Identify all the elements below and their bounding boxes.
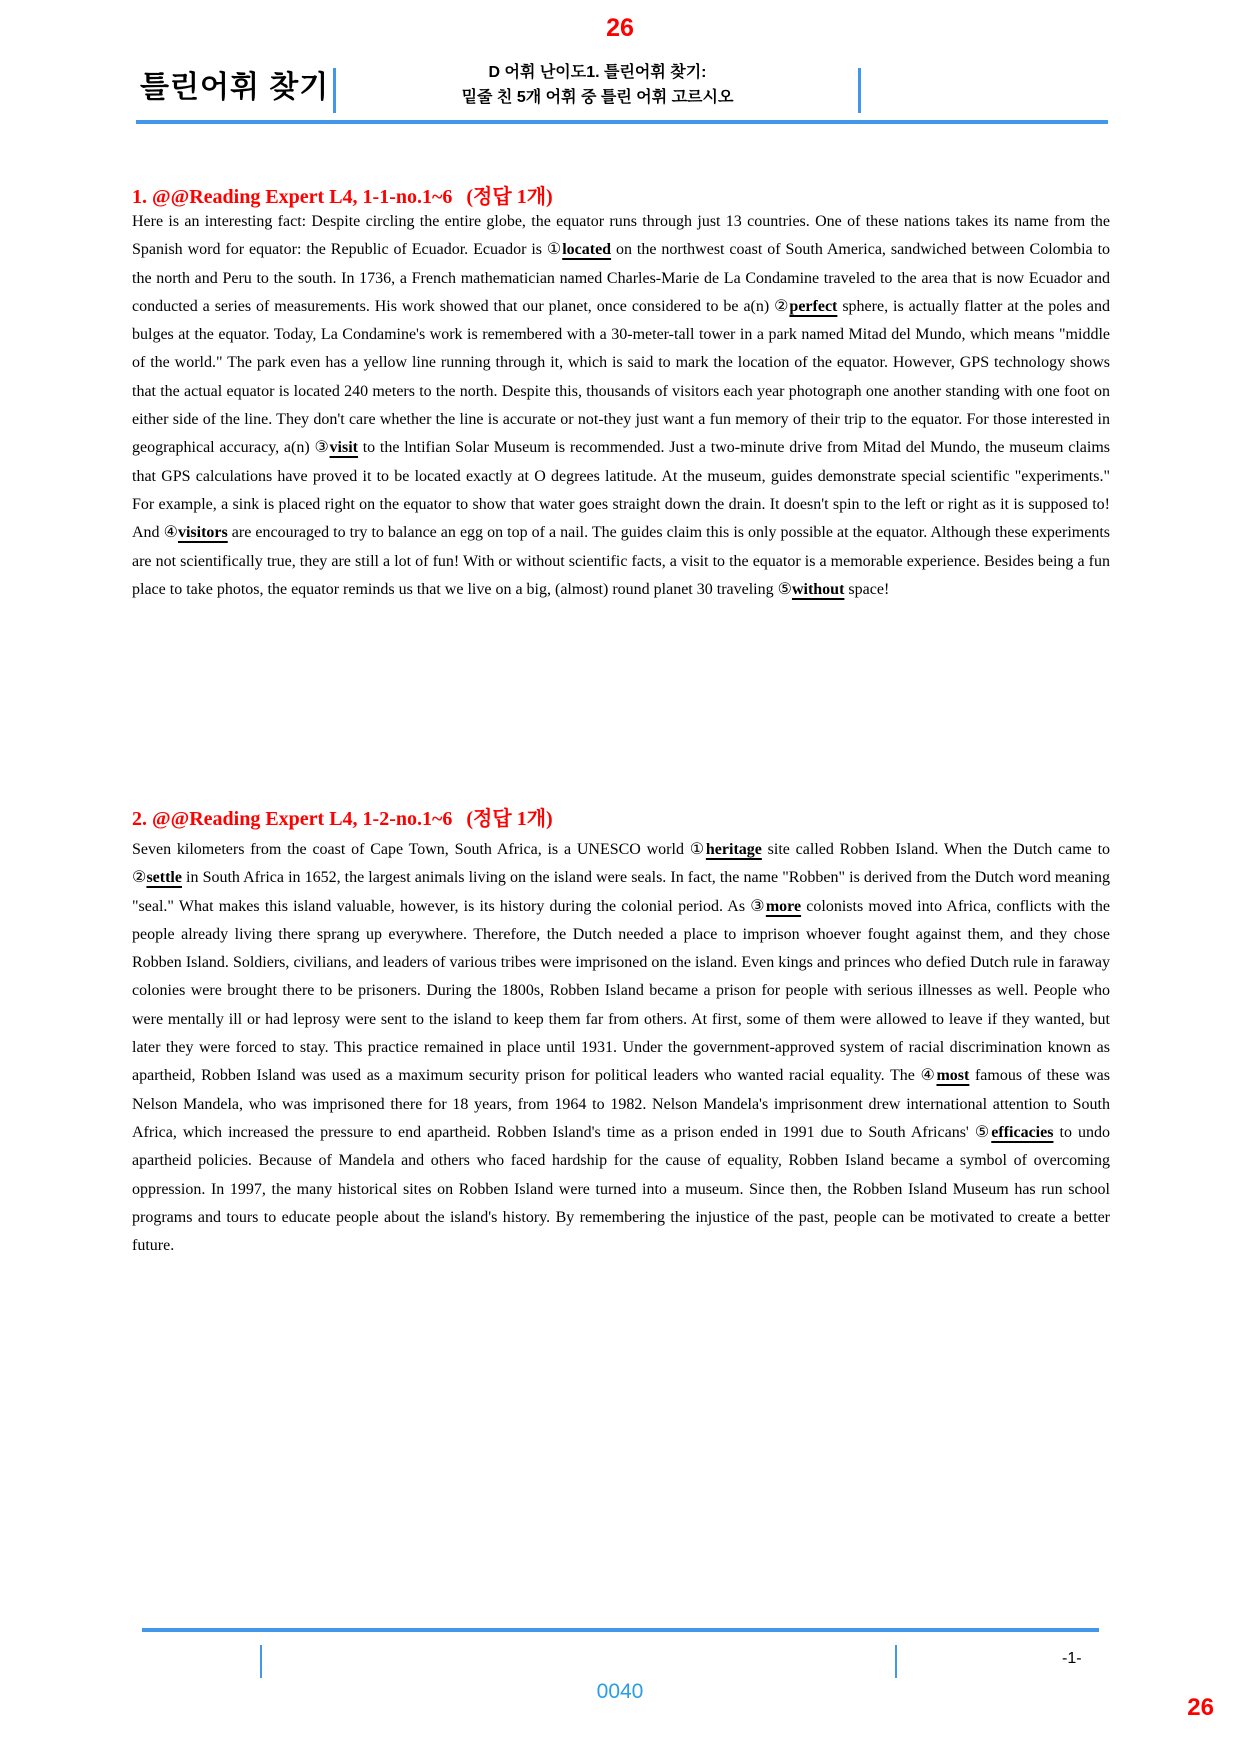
section-1-title-text: 1. @@Reading Expert L4, 1-1-no.1~6 bbox=[132, 186, 453, 208]
passage-text: famous of these was Nelson Mandela, who was imprisoned there for 18 years, from 1964 to 1982. Nelson Mandela's imprisonment drew international attention to South Africa, which increased the pressure to end apartheid. Robben Island's time as a prison ended in 1991 due to South Africans' bbox=[132, 1067, 1111, 1141]
passage-1 bbox=[132, 208, 1110, 604]
underlined-vocab-word: settle bbox=[146, 869, 182, 887]
passage-text: are encouraged to try to balance an egg on top of a nail. The guides claim this is only possible at the equator. Although these experiments are not scientifically true, they are still a lot of fun! With or without scientific facts, a visit to the equator is a memorable experience. Besides being a fun place to take photos, the equator reminds us that we live on a big, (almost) round planet 30 traveling bbox=[132, 524, 1111, 598]
choice-number: ③ bbox=[750, 897, 766, 915]
passage-text: Here is an interesting fact: Despite circling the entire globe, the equator runs through just 13 countries. One of these nations takes its name from the Spanish word for equator: the Republic of Ecuador. Ecuador is bbox=[132, 213, 1110, 259]
header-divider-left bbox=[333, 68, 336, 113]
choice-number: ④ bbox=[163, 524, 178, 542]
footer-tick-left bbox=[260, 1645, 262, 1678]
header-instructions bbox=[340, 60, 855, 110]
section-2-title bbox=[132, 802, 553, 831]
choice-number: ⑤ bbox=[777, 580, 792, 598]
passage-text: to undo apartheid policies. Because of Mandela and others who faced hardship for the cause of equality, Robben Island became a symbol of overcoming oppression. In 1997, the many historical sites on Robben Island were turned into a museum. Since then, the Robben Island Museum has run school programs and tours to educate people about the island's history. By remembering the injustice of the past, people can be motivated to create a better future. bbox=[132, 1123, 1111, 1255]
header-rule bbox=[136, 120, 1108, 124]
page-number-label: -1- bbox=[1062, 1650, 1082, 1667]
worksheet-type-title: 틀린어휘 찾기 bbox=[140, 71, 330, 104]
header-divider-right bbox=[858, 68, 861, 113]
bottom-page-number: 26 bbox=[1187, 1694, 1214, 1721]
footer-rule bbox=[142, 1628, 1099, 1632]
top-page-number: 26 bbox=[606, 14, 634, 42]
instruction-line-1: D 어휘 난이도1. 틀린어휘 찾기: bbox=[488, 64, 707, 81]
passage-text: Seven kilometers from the coast of Cape Town, South Africa, is a UNESCO world bbox=[132, 841, 690, 858]
instruction-line-2: 밑줄 친 5개 어휘 중 틀린 어휘 고르시오 bbox=[461, 89, 734, 106]
passage-text: space! bbox=[844, 580, 890, 598]
passage-text: to the lntifian Solar Museum is recommended. Just a two-minute drive from Mitad del Mundo, the museum claims that GPS calculations have proved it to be located exactly at O degrees latitude. At the museum, guides demonstrate special scientific "experiments." For example, a sink is placed right on the equator to show that water goes straight down the drain. It doesn't spin to the left or right as it is supposed to! And bbox=[132, 439, 1110, 542]
choice-number: ③ bbox=[314, 439, 330, 457]
footer-code: 0040 bbox=[596, 1680, 644, 1703]
section-1-title bbox=[132, 180, 553, 209]
underlined-vocab-word: visit bbox=[329, 439, 358, 457]
passage-text: in South Africa in 1652, the largest animals living on the island were seals. In fact, the name "Robben" is derived from the Dutch word meaning "seal." What makes this island valuable, however, is its history during the colonial period. As bbox=[132, 869, 1111, 915]
section-1-answer-note: (정답 1개) bbox=[466, 186, 553, 208]
choice-number: ④ bbox=[920, 1067, 937, 1085]
passage-text: colonists moved into Africa, conflicts with the people already living there sprang up everywhere. Therefore, the Dutch needed a place to imprison whoever fought against them, and they chose Robben Island. Soldiers, civilians, and leaders of various tribes were imprisoned on the island. Even kings and princes who defied Dutch rule in faraway colonies were brought there to be prisoners. During the 1800s, Robben Island became a prison for people with serious illnesses as well. People who were mentally ill or had leprosy were sent to the island to keep them far from others. At first, some of them were allowed to leave if they wanted, but later they were forced to stay. This practice remained in place until 1931. Under the government-approved system of racial discrimination known as apartheid, Robben Island was used as a maximum security prison for political leaders who wanted racial equality. The bbox=[132, 897, 1111, 1085]
underlined-vocab-word: more bbox=[765, 897, 802, 915]
choice-number: ② bbox=[132, 869, 147, 887]
underlined-vocab-word: without bbox=[791, 580, 845, 598]
choice-number: ① bbox=[689, 841, 706, 858]
passage-text: sphere, is actually flatter at the poles and bulges at the equator. Today, La Condamine's work is remembered with a 30-meter-tall tower in a park named Mitad del Mundo, which means "middle of the world." The park even has a yellow line running through it, which is said to mark the location of the equator. However, GPS technology shows that the actual equator is located 240 meters to the north. Despite this, thousands of visitors each year photograph one another standing with one foot on either side of the line. They don't care whether the line is accurate or not-they just want a fun memory of their trip to the equator. For those interested in geographical accuracy, a(n) bbox=[132, 297, 1111, 457]
underlined-vocab-word: located bbox=[562, 241, 612, 259]
underlined-vocab-word: visitors bbox=[177, 524, 228, 542]
choice-number: ② bbox=[774, 297, 790, 315]
section-2-title-text: 2. @@Reading Expert L4, 1-2-no.1~6 bbox=[132, 808, 453, 830]
underlined-vocab-word: efficacies bbox=[991, 1123, 1054, 1141]
footer-tick-right bbox=[895, 1645, 897, 1678]
underlined-vocab-word: heritage bbox=[705, 841, 762, 858]
passage-2 bbox=[132, 836, 1110, 1260]
choice-number: ⑤ bbox=[974, 1123, 992, 1141]
choice-number: ① bbox=[546, 241, 563, 259]
passage-text: on the northwest coast of South America, sandwiched between Colombia to the north and Peru to the south. In 1736, a French mathematician named Charles-Marie de La Condamine traveled to the area that is now Ecuador and conducted a series of measurements. His work showed that our planet, once considered to be a(n) bbox=[132, 241, 1111, 315]
passage-text: site called Robben Island. When the Dutch came to bbox=[761, 841, 1111, 858]
underlined-vocab-word: perfect bbox=[789, 297, 838, 315]
section-2-answer-note: (정답 1개) bbox=[466, 808, 553, 830]
underlined-vocab-word: most bbox=[936, 1067, 970, 1085]
